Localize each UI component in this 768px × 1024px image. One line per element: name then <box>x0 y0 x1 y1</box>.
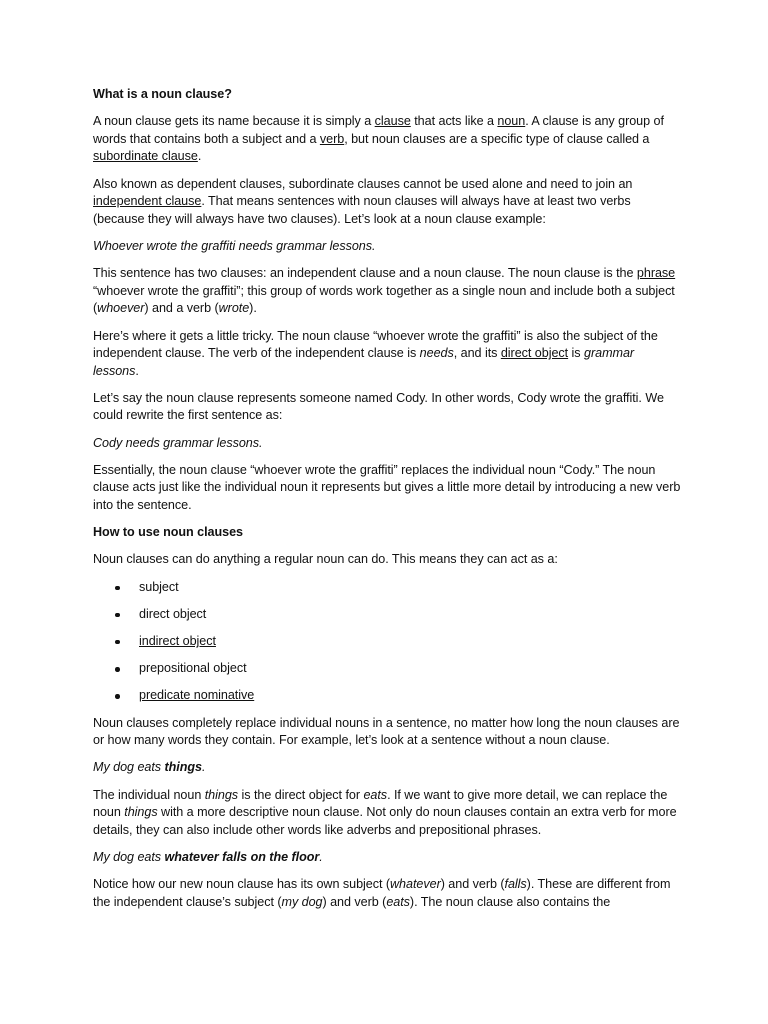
example-sentence-cody: Cody needs grammar lessons. <box>93 435 263 450</box>
text-run: ). <box>249 301 257 316</box>
italic-term: grammar lessons <box>93 346 635 378</box>
text-run: with a more descriptive noun clause. Not only do noun clauses contain an extra verb for more details, they can also include other words like adverbs and prepositional phrases. <box>93 805 677 837</box>
bold-term: things <box>164 760 202 775</box>
paragraph-tricky <box>93 328 683 381</box>
text-run: . <box>197 149 202 164</box>
text-run: ). These are different from the independent clause’s subject ( <box>93 877 671 909</box>
link-verb[interactable]: verb <box>319 131 345 146</box>
bullet-icon <box>115 586 120 591</box>
text-run: ) and verb ( <box>322 894 387 909</box>
italic-term: whatever <box>390 877 441 892</box>
link-subordinate-clause[interactable]: subordinate clause <box>93 149 198 164</box>
text-run: ) and verb ( <box>440 877 505 892</box>
text-run: Also known as dependent clauses, subordinate clauses cannot be used alone and need to join an <box>93 176 633 191</box>
paragraph-cody: Let’s say the noun clause represents someone named Cody. In other words, Cody wrote the graffiti. We could rewrite the first sentence as: <box>93 390 664 423</box>
list-item-label: direct object <box>139 606 207 621</box>
text-run: My dog eats <box>93 760 165 775</box>
paragraph-two-clauses <box>93 265 683 318</box>
italic-term: wrote <box>218 301 250 316</box>
italic-term: things <box>204 787 239 802</box>
italic-term: eats <box>386 894 410 909</box>
text-run: , but noun clauses are a specific type of clause called a <box>344 131 650 146</box>
text-run: . <box>319 849 323 864</box>
list-item-label: subject <box>139 579 179 594</box>
text-run: ). The noun clause also contains the <box>409 894 611 909</box>
text-run: “whoever wrote the graffiti”; this group of words work together as a single noun and include both a subject ( <box>93 283 675 316</box>
italic-term: falls <box>504 877 527 892</box>
paragraph-notice <box>93 876 683 911</box>
list-item <box>93 687 683 705</box>
text-run: My dog eats <box>93 849 165 864</box>
bullet-icon <box>115 694 120 699</box>
link-predicate-nominative[interactable]: predicate nominative <box>139 688 255 703</box>
text-run: This sentence has two clauses: an independent clause and a noun clause. The noun clause is the <box>93 266 637 281</box>
list-item-label: prepositional object <box>139 661 247 676</box>
text-run: Here’s where it gets a little tricky. The noun clause “whoever wrote the graffiti” is also the subject of the independent clause. The verb of the independent clause is <box>93 328 658 361</box>
text-run: . If we want to give more detail, we can replace the noun <box>93 787 668 820</box>
paragraph-can-act-as: Noun clauses can do anything a regular noun can do. This means they can act as a: <box>93 552 558 567</box>
text-run: . <box>135 363 139 378</box>
bold-term: whatever falls on the floor <box>164 849 320 864</box>
paragraph-essentially: Essentially, the noun clause “whoever wrote the graffiti” replaces the individual noun “Cody.” The noun clause acts just like the individual noun it represents but gives a little more detail by introducing a new verb into the sentence. <box>93 462 681 513</box>
text-run: Notice how our new noun clause has its own subject ( <box>93 877 391 892</box>
text-run: A noun clause gets its name because it is simply a <box>93 114 375 129</box>
italic-term: whoever <box>97 301 145 316</box>
section-heading-what-is: What is a noun clause? <box>93 87 232 101</box>
italic-term: things <box>124 805 158 820</box>
italic-term: my dog <box>281 894 323 909</box>
example-sentence-floor <box>93 849 683 867</box>
italic-term: eats <box>363 787 388 802</box>
link-clause[interactable]: clause <box>374 114 411 129</box>
bullet-icon <box>115 613 120 618</box>
paragraph-intro <box>93 113 683 166</box>
italic-term: needs <box>419 346 454 361</box>
list-item <box>93 660 683 678</box>
section-heading-how-to-use: How to use noun clauses <box>93 525 243 540</box>
link-phrase[interactable]: phrase <box>636 266 676 281</box>
text-run: that acts like a <box>410 114 498 129</box>
list-item <box>93 633 683 651</box>
text-run: . <box>202 760 206 775</box>
list-item <box>93 606 683 624</box>
bullet-icon <box>115 667 120 672</box>
example-sentence-things <box>93 759 683 777</box>
bullet-icon <box>115 640 120 645</box>
text-run: . A clause is any group of words that contains both a subject and a <box>93 114 664 146</box>
noun-clause-roles-list <box>93 579 683 705</box>
link-independent-clause[interactable]: independent clause <box>93 194 202 209</box>
list-item <box>93 579 683 597</box>
example-sentence-graffiti: Whoever wrote the graffiti needs grammar lessons. <box>93 238 376 253</box>
text-run: . That means sentences with noun clauses will always have at least two verbs (because they will always have two clauses). Let’s look at a noun clause example: <box>93 194 631 226</box>
text-run: The individual noun <box>93 787 205 802</box>
text-run: is <box>568 346 585 361</box>
link-noun[interactable]: noun <box>497 114 526 129</box>
text-run: ) and a verb ( <box>144 301 219 316</box>
document-page <box>93 86 683 921</box>
paragraph-replace-nouns: Noun clauses completely replace individual nouns in a sentence, no matter how long the noun clauses are or how many words they contain. For example, let’s look at a sentence without a noun clause. <box>93 715 680 748</box>
paragraph-individual-noun <box>93 787 683 840</box>
paragraph-dependent-clauses <box>93 176 683 229</box>
link-direct-object[interactable]: direct object <box>500 346 569 361</box>
text-run: is the direct object for <box>238 787 364 802</box>
text-run: , and its <box>453 346 501 361</box>
link-indirect-object[interactable]: indirect object <box>139 633 216 648</box>
